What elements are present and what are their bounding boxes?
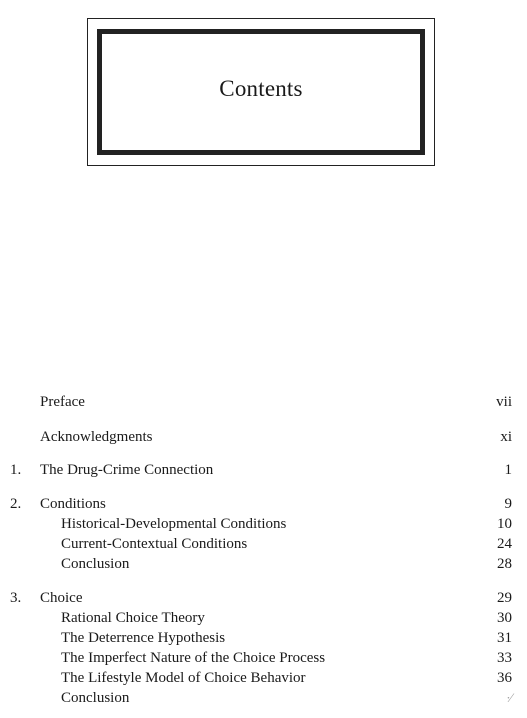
toc-section[interactable] [0, 608, 527, 628]
toc-entry-page: 36 [497, 670, 512, 686]
toc-section-label: The Imperfect Nature of the Choice Process [61, 650, 326, 666]
toc-section[interactable] [0, 514, 527, 534]
toc-section-label: Rational Choice Theory [61, 610, 205, 626]
toc-entry-page: xi [500, 429, 512, 445]
toc-entry-label: Acknowledgments [40, 429, 153, 445]
toc-entry-acknowledgments[interactable] [0, 427, 527, 447]
contents-title-box [87, 18, 435, 166]
toc-section[interactable] [0, 688, 527, 708]
toc-entry-page: 31 [497, 630, 512, 646]
toc-chapter-3[interactable] [0, 588, 527, 608]
toc-entry-number: 3. [10, 590, 22, 606]
toc-entry-page: 33 [497, 650, 512, 666]
toc-section-label: The Deterrence Hypothesis [61, 630, 226, 646]
toc-chapter-2[interactable] [0, 494, 527, 514]
toc-section-label: Historical-Developmental Conditions [61, 516, 287, 532]
toc-section[interactable] [0, 554, 527, 574]
toc-section[interactable] [0, 668, 527, 688]
toc-entry-label: Conditions [40, 496, 106, 512]
toc-section[interactable] [0, 534, 527, 554]
toc-entry-page: vii [496, 394, 512, 410]
toc-section-label: Current-Contextual Conditions [61, 536, 248, 552]
toc-chapter-1[interactable] [0, 460, 527, 480]
toc-section[interactable] [0, 628, 527, 648]
toc-entry-label: Preface [40, 394, 85, 410]
toc-section-label: The Lifestyle Model of Choice Behavior [61, 670, 306, 686]
toc-entry-label: The Drug-Crime Connection [40, 462, 214, 478]
toc-entry-page: 10 [497, 516, 512, 532]
toc-entry-page: 1 [504, 462, 512, 478]
page-title: Contents [219, 76, 303, 101]
toc-entry-number: 1. [10, 462, 22, 478]
toc-entry-page: 29 [497, 590, 512, 606]
toc-section-label: Conclusion [61, 690, 130, 706]
contents-title-inner-border [97, 29, 425, 155]
toc-entry-label: Choice [40, 590, 83, 606]
toc-entry-page: 9 [504, 496, 512, 512]
toc-entry-page: 24 [497, 536, 512, 552]
toc-section[interactable] [0, 648, 527, 668]
toc-entry-page: 28 [497, 556, 512, 572]
toc-entry-page: 30 [497, 610, 512, 626]
toc-entry-preface[interactable] [0, 392, 527, 412]
toc-section-label: Conclusion [61, 556, 130, 572]
toc-entry-page-illegible: ·∕ [506, 690, 512, 705]
toc-entry-number: 2. [10, 496, 22, 512]
